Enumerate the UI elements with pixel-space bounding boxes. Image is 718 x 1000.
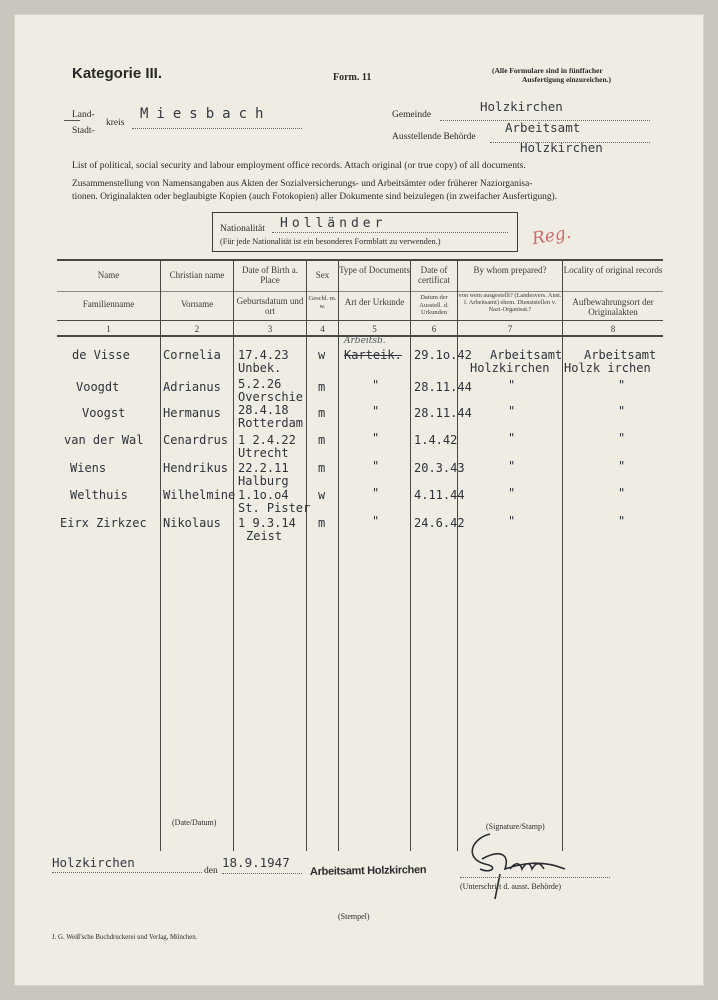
col-divider-3 <box>306 261 307 851</box>
row6-doc: " <box>372 486 380 500</box>
col6-header-de: Datum der Ausstell. d. Urkunden <box>419 294 449 316</box>
table-top-rule <box>57 259 663 261</box>
row7-cert: 24.6.42 <box>414 516 465 530</box>
row3-loc: " <box>618 404 626 418</box>
row6-vorname: Wilhelmine <box>163 488 236 502</box>
col-divider-1 <box>160 261 161 851</box>
gemeinde-value: Holzkirchen <box>480 99 563 114</box>
row1-by: Arbeitsamt <box>490 348 563 362</box>
row1-date: 17.4.23 <box>238 348 289 362</box>
col7-number: 7 <box>507 324 513 334</box>
row2-place: Overschie <box>238 390 304 404</box>
row4-name: van der Wal <box>64 433 144 447</box>
col7-header-en: By whom prepared? <box>473 265 547 275</box>
col7-header-de: von wem ausgestellt? (Landesvers. Anst. f. Arbeitsamt) ehem. Dienststellen v. Nazi-Organisat.? <box>458 292 562 313</box>
row4-date: 1 2.4.22 <box>238 433 296 447</box>
office-stamp: Arbeitsamt Holzkirchen <box>309 863 427 879</box>
behoerde-line <box>490 142 650 143</box>
col8-header-en: Locality of original records <box>563 265 663 275</box>
kreis-label: kreis <box>106 118 125 128</box>
signature-line <box>460 877 610 878</box>
col5-header-de: Art der Urkunde <box>344 297 405 307</box>
nationality-label: Nationalität <box>220 224 265 234</box>
row7-loc: " <box>618 514 626 528</box>
category-title: Kategorie III. <box>72 65 163 82</box>
table-mid-rule <box>57 291 663 292</box>
behoerde-value-2: Holzkirchen <box>520 140 603 155</box>
col4-header-de: Geschl. m. w. <box>308 295 337 310</box>
row5-name: Wiens <box>70 461 107 475</box>
row3-cert: 28.11.44 <box>414 406 472 420</box>
row7-date: 1 9.3.14 <box>238 516 296 530</box>
row2-sex: m <box>318 380 326 394</box>
col-divider-5 <box>410 261 411 851</box>
row4-vorname: Cenardrus <box>163 433 229 447</box>
nationality-value: Holländer <box>280 216 387 231</box>
row3-vorname: Hermanus <box>163 406 221 420</box>
row5-loc: " <box>618 459 626 473</box>
col3-header-en: Date of Birth a. Place <box>242 265 298 285</box>
row6-name: Welthuis <box>70 488 128 502</box>
den-label: den <box>204 866 218 876</box>
row3-by: " <box>508 404 516 418</box>
landkreis-value: Miesbach <box>140 106 272 122</box>
row6-cert: 4.11.44 <box>414 488 465 502</box>
row1-vorname: Cornelia <box>163 348 221 362</box>
row3-doc: " <box>372 404 380 418</box>
col4-number: 4 <box>320 324 325 334</box>
row2-by: " <box>508 378 516 392</box>
row5-doc: " <box>372 459 380 473</box>
col1-header-en: Name <box>97 270 120 280</box>
row4-place: Utrecht <box>238 446 289 460</box>
row4-by: " <box>508 431 516 445</box>
col5-header-en: Type of Documents <box>339 265 410 275</box>
row5-sex: m <box>318 461 326 475</box>
row2-name: Voogdt <box>76 380 120 394</box>
row2-date: 5.2.26 <box>238 377 282 391</box>
row5-by: " <box>508 459 516 473</box>
row2-loc: " <box>618 378 626 392</box>
row4-loc: " <box>618 431 626 445</box>
signature-label: (Signature/Stamp) <box>486 822 545 831</box>
row1-loc: Arbeitsamt <box>584 348 657 362</box>
nationality-line <box>272 232 508 233</box>
row7-place: Zeist <box>246 529 283 543</box>
row3-date: 28.4.18 <box>238 403 289 417</box>
row2-doc: " <box>372 378 380 392</box>
col2-number: 2 <box>194 324 200 334</box>
copies-note-line2: Ausfertigung einzureichen.) <box>522 75 612 84</box>
date-label: (Date/Datum) <box>172 818 217 827</box>
gemeinde-label: Gemeinde <box>392 110 432 120</box>
row1-sex: w <box>318 348 326 362</box>
row5-vorname: Hendrikus <box>163 461 229 475</box>
red-handwritten-mark: Reg. <box>530 222 573 250</box>
nationality-note: (Für jede Nationalität ist ein besonderes Formblatt zu verwenden.) <box>220 237 441 246</box>
row4-doc: " <box>372 431 380 445</box>
col1-number: 1 <box>106 324 111 334</box>
printer-imprint: J. G. Weiß'sche Buchdruckerei und Verlag, München. <box>52 934 198 941</box>
intro-german-1: Zusammenstellung von Namensangaben aus Akten der Sozialversicherungs- und Arbeitsämter oder früherer Naziorganisa- <box>72 179 533 189</box>
col-divider-2 <box>233 261 234 851</box>
row6-loc: " <box>618 486 626 500</box>
row3-place: Rotterdam <box>238 416 304 430</box>
row1-place: Unbek. <box>238 361 282 375</box>
date-line <box>222 873 302 874</box>
col1-header-de: Familienname <box>82 299 135 309</box>
stamp-label: (Stempel) <box>338 912 370 921</box>
row7-by: " <box>508 514 516 528</box>
row3-sex: m <box>318 406 326 420</box>
row6-sex: w <box>318 488 326 502</box>
row6-date: 1.1o.o4 <box>238 488 289 502</box>
intro-english: List of political, social security and labour employment office records. Attach original (or true copy) of all documents. <box>72 160 526 171</box>
col6-number: 6 <box>431 324 437 334</box>
col-divider-4 <box>338 261 339 851</box>
signature-label-de: (Unterschrift d. ausst. Behörde) <box>460 882 562 891</box>
col5-number: 5 <box>372 324 377 334</box>
row6-place: St. Pister <box>238 501 311 515</box>
col3-number: 3 <box>267 324 273 334</box>
copies-note-line1: (Alle Formulare sind in fünffacher <box>492 66 603 75</box>
row1-doc-overwrite: Arbeitsb. <box>344 336 386 346</box>
landkreis-line <box>132 128 302 129</box>
row5-date: 22.2.11 <box>238 461 289 475</box>
col2-header-en: Christian name <box>169 270 225 280</box>
col4-header-en: Sex <box>315 270 330 280</box>
footer-place: Holzkirchen <box>52 855 135 870</box>
col3-header-de: Geburtsdatum und ort <box>236 296 304 316</box>
col6-header-en: Date of certificat <box>418 265 450 285</box>
strike-mark <box>64 120 80 121</box>
row4-sex: m <box>318 433 326 447</box>
behoerde-label: Ausstellende Behörde <box>392 132 476 142</box>
row1-by-2: Holzkirchen <box>470 361 550 375</box>
row1-name: de Visse <box>72 348 130 362</box>
col8-header-de: Aufbewahrungsort der Originalakten <box>572 297 654 317</box>
table-subhead-rule <box>57 320 663 321</box>
col8-number: 8 <box>610 324 616 334</box>
place-line <box>52 872 202 873</box>
row3-name: Voogst <box>82 406 126 420</box>
form-number: Form. 11 <box>333 72 372 83</box>
row1-loc-2: Holzk irchen <box>564 361 651 375</box>
row4-cert: 1.4.42 <box>414 433 458 447</box>
row7-doc: " <box>372 514 380 528</box>
behoerde-value-1: Arbeitsamt <box>505 120 581 135</box>
row1-doc: Karteik. <box>344 348 402 362</box>
stadt-label: Stadt- <box>72 126 95 136</box>
row5-place: Halburg <box>238 474 289 488</box>
footer-date: 18.9.1947 <box>222 855 290 870</box>
row2-cert: 28.11.44 <box>414 380 472 394</box>
row5-cert: 20.3.43 <box>414 461 465 475</box>
land-label: Land- <box>72 110 95 120</box>
row6-by: " <box>508 486 516 500</box>
row7-vorname: Nikolaus <box>163 516 221 530</box>
intro-german-2: tionen. Originalakten oder beglaubigte Kopien (auch Fotokopien) aller Dokumente sind beizulegen (in zweifacher Ausfertigung). <box>72 192 557 202</box>
row7-sex: m <box>318 516 326 530</box>
row2-vorname: Adrianus <box>163 380 221 394</box>
row1-cert: 29.1o.42 <box>414 348 472 362</box>
col2-header-de: Vorname <box>180 299 214 309</box>
row7-name: Eirx Zirkzec <box>60 516 147 530</box>
